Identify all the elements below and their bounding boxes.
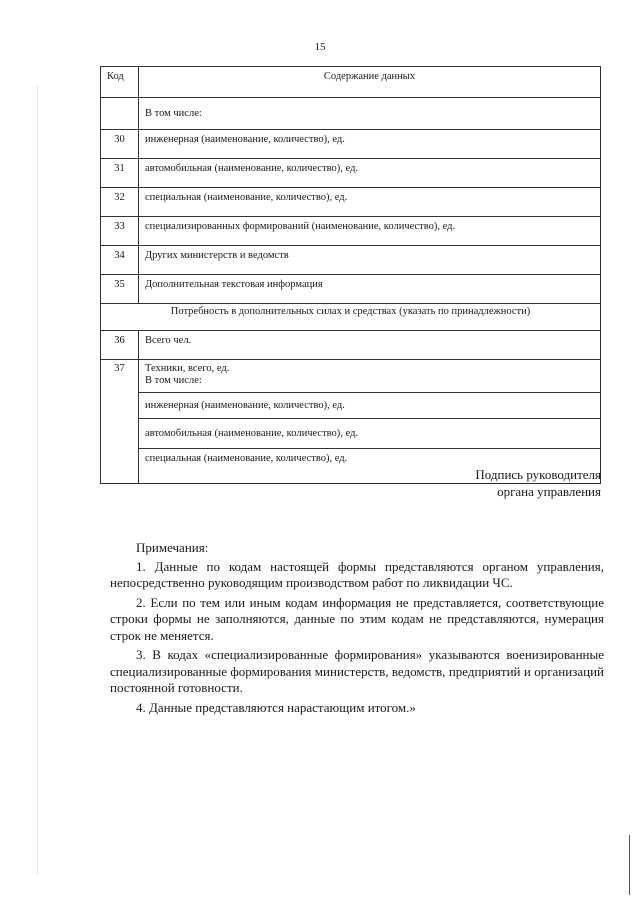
row-text: инженерная (наименование, количество), ед. — [139, 130, 601, 159]
equipment-line2: В том числе: — [145, 375, 202, 386]
row-text: специальная (наименование, количество), ед. — [139, 188, 601, 217]
row-code: 31 — [101, 159, 139, 188]
signature-line1: Подпись руководителя — [475, 467, 601, 482]
row-code: 30 — [101, 130, 139, 159]
row-code: 36 — [101, 331, 139, 360]
row-code: 34 — [101, 246, 139, 275]
notes-section — [110, 540, 604, 719]
table-row — [101, 331, 601, 360]
header-code: Код — [101, 67, 139, 98]
section-title: Потребность в дополнительных силах и средствах (указать по принадлежности) — [101, 304, 601, 331]
row-text: Других министерств и ведомств — [139, 246, 601, 275]
section-title-row — [101, 304, 601, 331]
table-row — [101, 393, 601, 419]
row-text: Дополнительная текстовая информация — [139, 275, 601, 304]
row-code: 33 — [101, 217, 139, 246]
table-row — [101, 419, 601, 449]
table-row — [101, 98, 601, 130]
table-row — [101, 188, 601, 217]
equipment-line1: Техники, всего, ед. — [145, 363, 230, 374]
note-item: 1. Данные по кодам настоящей формы представляются органом управления, непосредственно руководящим производством работ по ликвидации ЧС. — [110, 558, 604, 590]
row-text: автомобильная (наименование, количество), ед. — [139, 419, 601, 449]
row-text: автомобильная (наименование, количество), ед. — [139, 159, 601, 188]
notes-heading: Примечания: — [136, 540, 209, 555]
row-text: специализированных формирований (наименование, количество), ед. — [139, 217, 601, 246]
header-content: Содержание данных — [139, 67, 601, 98]
data-table — [100, 66, 601, 484]
note-item: 2. Если по тем или иным кодам информация не представляется, соответствующие строки формы не заполняются, данные по этим кодам не представляются, нумерация строк не меняется. — [110, 594, 604, 643]
table-row — [101, 360, 601, 393]
row-text: Всего чел. — [139, 331, 601, 360]
row-code: 32 — [101, 188, 139, 217]
row-text: инженерная (наименование, количество), ед. — [139, 393, 601, 419]
table-row — [101, 159, 601, 188]
row-text: специальная (наименование, количество), ед. — [139, 449, 601, 484]
scan-margin-line — [37, 85, 38, 875]
scan-edge-mark — [629, 835, 630, 895]
table-header-row — [101, 67, 601, 98]
signature-block — [475, 466, 601, 500]
table-row — [101, 246, 601, 275]
table-row — [101, 130, 601, 159]
page-number: 15 — [314, 41, 326, 53]
note-item: 4. Данные представляются нарастающим итогом.» — [136, 699, 416, 715]
table-row — [101, 217, 601, 246]
row-code: 37 — [101, 360, 139, 393]
including-label: В том числе: — [139, 98, 601, 130]
row-code: 35 — [101, 275, 139, 304]
signature-line2: органа управления — [497, 484, 601, 499]
table-row — [101, 275, 601, 304]
note-item: 3. В кодах «специализированные формирования» указываются военизированные специализированные формирования министерств, ведомств, предприятий и организаций постоянной готовности. — [110, 647, 604, 695]
